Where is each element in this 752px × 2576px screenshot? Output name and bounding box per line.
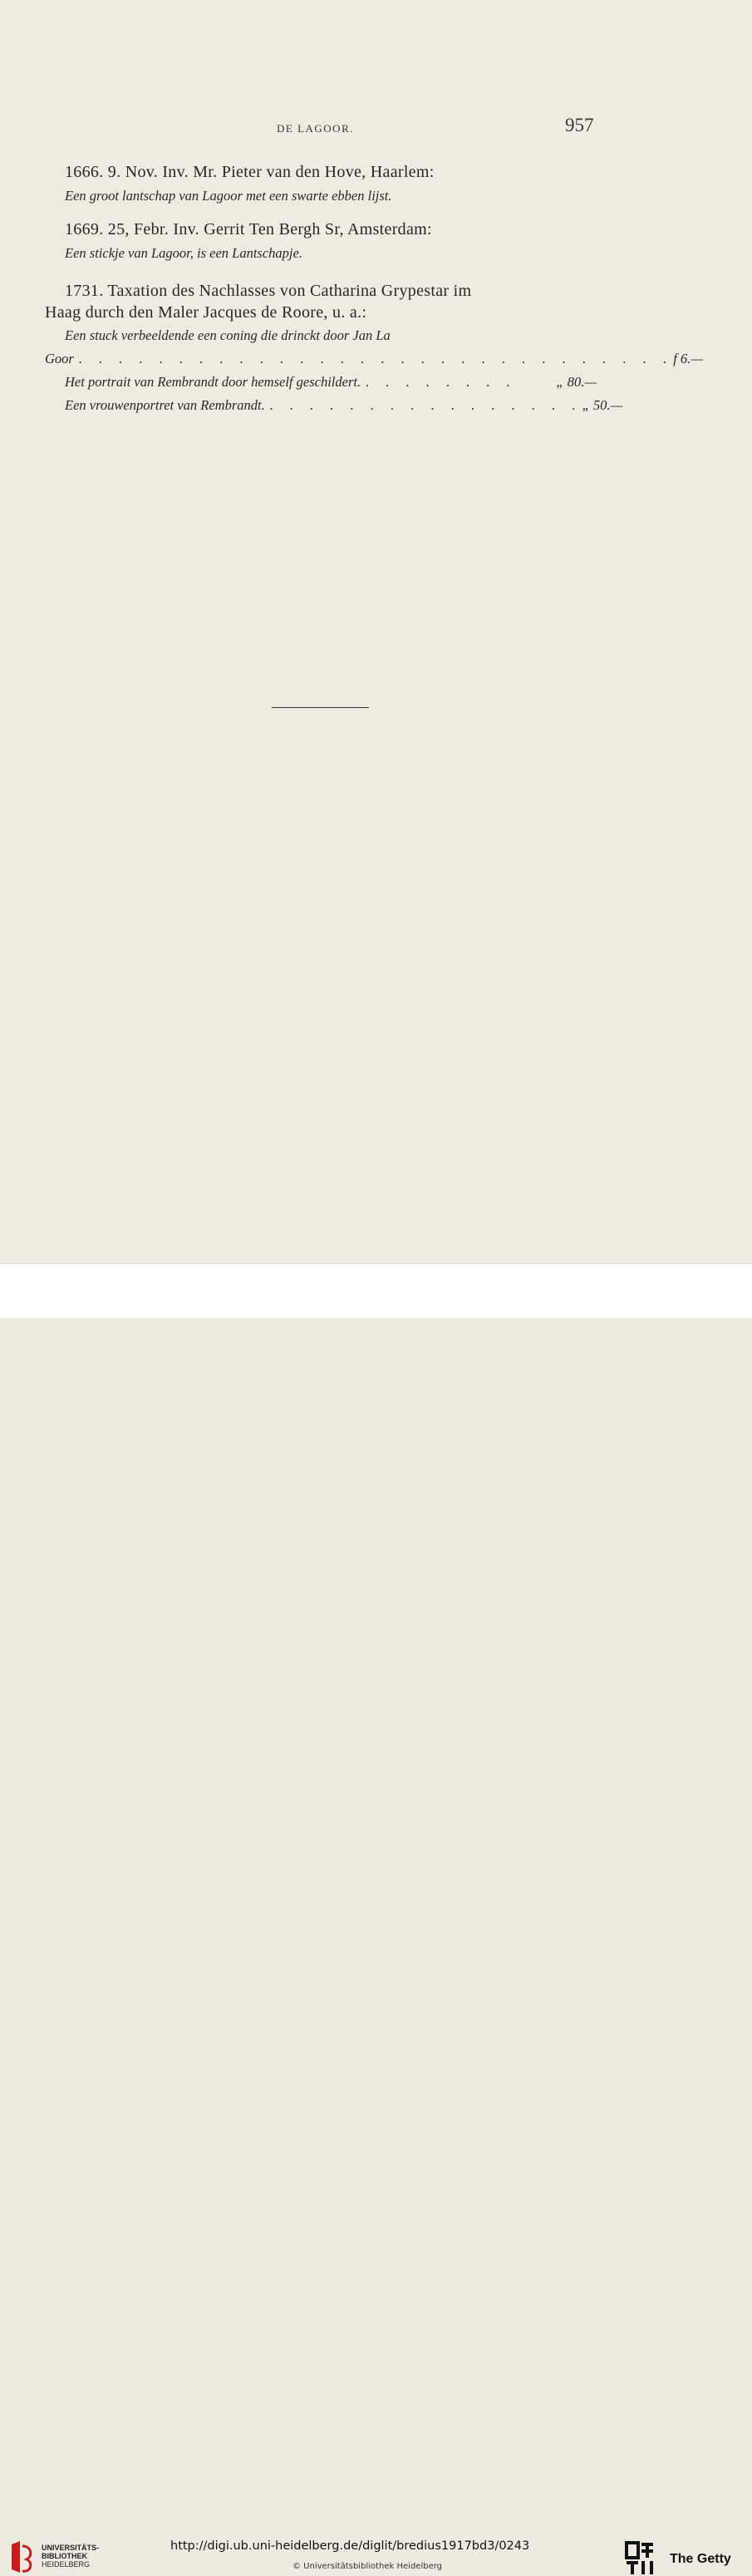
entry-1666-head-text: 1666. 9. Nov. Inv. Mr. Pieter van den Hove, Haarlem: xyxy=(65,163,435,181)
getty-logo-icon xyxy=(625,2541,656,2576)
copyright-notice: © Universitätsbibliothek Heidelberg xyxy=(292,2562,443,2571)
library-line2: BIBLIOTHEK xyxy=(42,2552,87,2560)
scanned-page xyxy=(0,0,752,1263)
entry-1666-head xyxy=(65,163,597,182)
getty-name: The Getty xyxy=(670,2552,731,2566)
item-label: Goor xyxy=(45,351,74,366)
running-header: DE LAGOOR. xyxy=(277,122,354,135)
item-value: „ 50.— xyxy=(582,397,623,413)
leader-dots: . . . . . . . . . . . . . . . . xyxy=(269,397,582,413)
permalink-url[interactable]: http://digi.ub.uni-heidelberg.de/diglit/bredius1917bd3/0243 xyxy=(170,2539,530,2553)
entry-1666-line: Een groot lantschap van Lagoor met een swarte ebben lijst. xyxy=(65,188,392,204)
list-item xyxy=(65,374,597,391)
item-value: f 6.— xyxy=(673,351,703,366)
entry-1731-head: 1731. Taxation des Nachlasses von Catharina Grypestar im xyxy=(65,282,472,300)
item-label: Het portrait van Rembrandt door hemself geschildert. xyxy=(65,374,361,390)
library-name xyxy=(42,2544,99,2569)
entry-1669-head: 1669. 25, Febr. Inv. Gerrit Ten Bergh Sr, Amsterdam: xyxy=(65,220,432,238)
list-item xyxy=(45,351,703,367)
entry-1669-line: Een stickje van Lagoor, is een Lantschapje. xyxy=(65,245,302,261)
leader-dots: . . . . . . . . xyxy=(366,374,517,390)
library-line1: UNIVERSITÄTS- xyxy=(42,2544,100,2552)
library-line3: HEIDELBERG xyxy=(42,2560,91,2569)
university-library-logo-icon xyxy=(8,2539,37,2574)
page-number: 957 xyxy=(565,115,594,135)
footer-bar xyxy=(0,1263,752,2571)
leader-dots: . . . . . . . . . . . . . . . . . . . . . . . . . . . . . . xyxy=(78,351,674,366)
entry-1731-line1: Een stuck verbeeldende een coning die drinckt door Jan La xyxy=(65,327,391,343)
section-divider xyxy=(272,707,369,708)
entry-1731-head2: Haag durch den Maler Jacques de Roore, u. a.: xyxy=(45,303,367,322)
item-label: Een vrouwenportret van Rembrandt. xyxy=(65,397,265,413)
list-item xyxy=(65,397,623,414)
item-value: „ 80.— xyxy=(556,374,597,390)
